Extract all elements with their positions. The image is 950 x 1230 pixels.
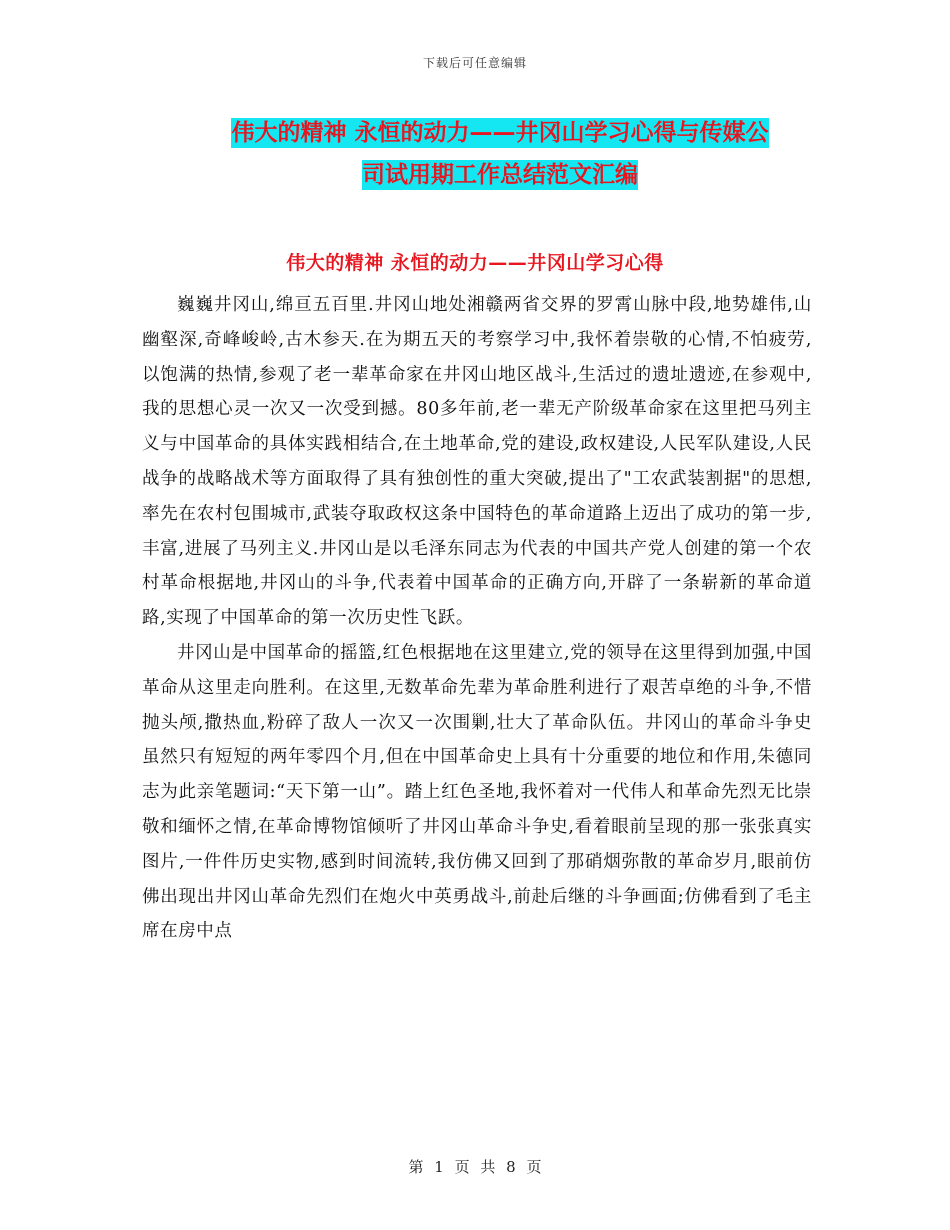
body-text	[142, 288, 812, 949]
document-title-line-2: 司试用期工作总结范文汇编	[362, 162, 638, 188]
document-title-line-1: 伟大的精神 永恒的动力——井冈山学习心得与传媒公	[231, 120, 769, 146]
paragraph-2: 井冈山是中国革命的摇篮,红色根据地在这里建立,党的领导在这里得到加强,中国革命从这里走向胜利。在这里,无数革命先辈为革命胜利进行了艰苦卓绝的斗争,不惜抛头颅,撒热血,粉碎了敌人一次又一次围剿,壮大了革命队伍。井冈山的革命斗争史虽然只有短短的两年零四个月,但在中国革命史上具有十分重要的地位和作用,朱德同志为此亲笔题词:“天下第一山”。踏上红色圣地,我怀着对一代伟人和革命先烈无比崇敬和缅怀之情,在革命博物馆倾听了井冈山革命斗争史,看着眼前呈现的那一张张真实图片,一件件历史实物,感到时间流转,我仿佛又回到了那硝烟弥散的革命岁月,眼前仿佛出现出井冈山革命先烈们在炮火中英勇战斗,前赴后继的斗争画面;仿佛看到了毛主席在房中点	[142, 642, 812, 942]
page-header-note: 下载后可任意编辑	[422, 56, 527, 70]
section-title: 伟大的精神 永恒的动力——井冈山学习心得	[286, 252, 664, 274]
paragraph-1: 巍巍井冈山,绵亘五百里.井冈山地处湘赣两省交界的罗霄山脉中段,地势雄伟,山幽壑深,奇峰峻岭,古木参天.在为期五天的考察学习中,我怀着崇敬的心情,不怕疲劳,以饱满的热情,参观了老一辈革命家在井冈山地区战斗,生活过的遗址遗迹,在参观中,我的思想心灵一次又一次受到撼。80多年前,老一辈无产阶级革命家在这里把马列主义与中国革命的具体实践相结合,在土地革命,党的建设,政权建设,人民军队建设,人民战争的战略战术等方面取得了具有独创性的重大突破,提出了"工农武装割据"的思想,率先在农村包围城市,武装夺取政权这条中国特色的革命道路上迈出了成功的第一步,丰富,进展了马列主义.井冈山是以毛泽东同志为代表的中国共产党人创建的第一个农村革命根据地,井冈山的斗争,代表着中国革命的正确方向,开辟了一条崭新的革命道路,实现了中国革命的第一次历史性飞跃。	[142, 295, 812, 629]
document-title	[140, 112, 860, 196]
page-number: 第 1 页 共 8 页	[408, 1158, 542, 1176]
